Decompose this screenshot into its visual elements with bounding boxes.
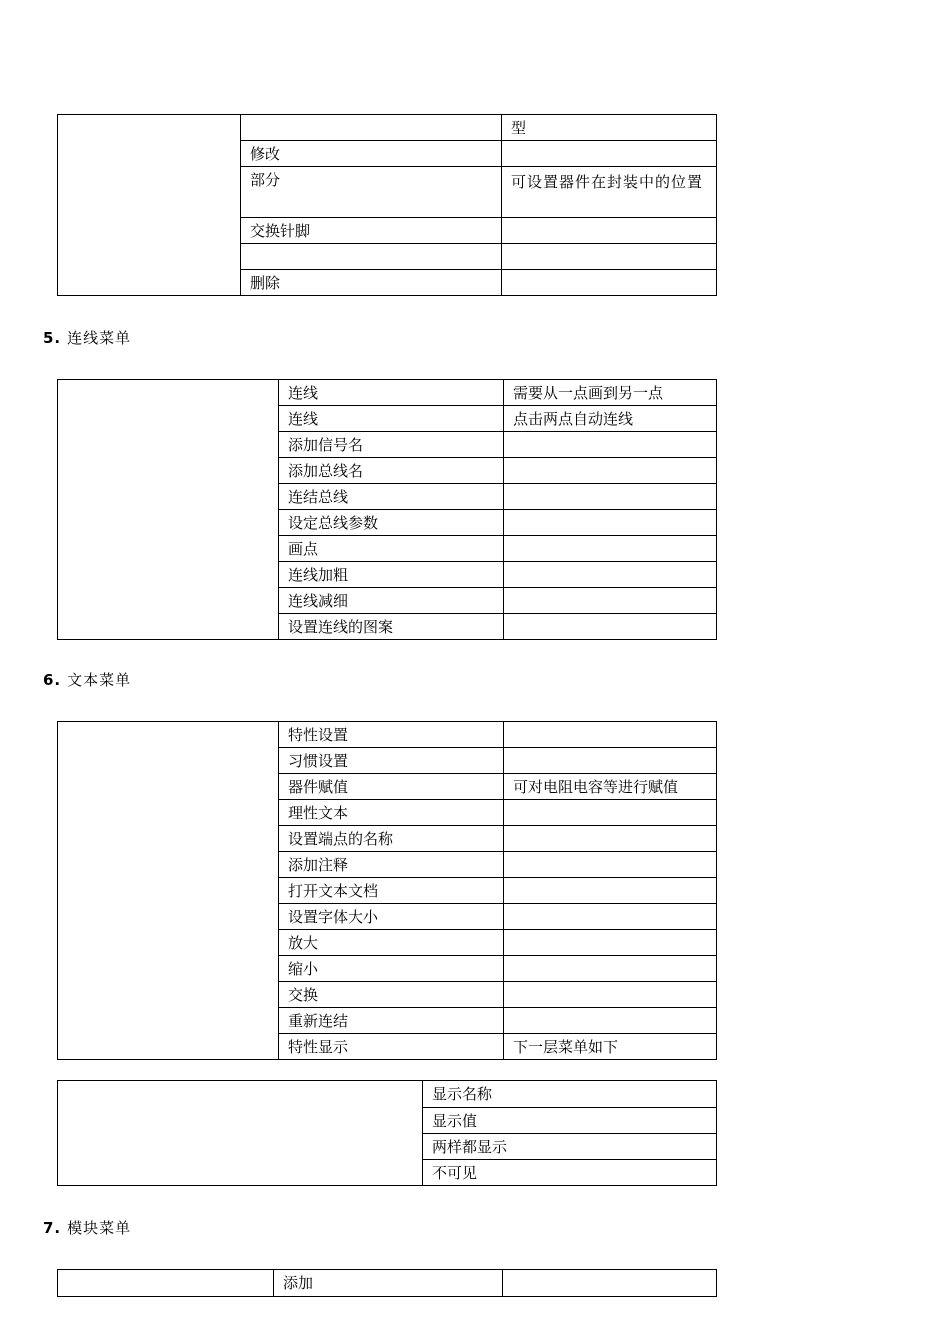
wire-menu-table: [57, 379, 717, 640]
note-cell: [504, 614, 717, 640]
part-menu-table: [57, 114, 717, 296]
note-cell: [504, 748, 717, 774]
section-number: 5.: [43, 329, 62, 347]
menu-item-cell: 删除: [241, 270, 502, 296]
note-cell: [503, 1270, 717, 1297]
menu-item-cell: 连线加粗: [279, 562, 504, 588]
note-cell: [504, 722, 717, 748]
note-cell: [504, 484, 717, 510]
text-menu-table: [57, 721, 717, 1060]
menu-item-cell: 交换: [279, 982, 504, 1008]
module-menu-table: [57, 1269, 717, 1297]
note-cell: [504, 800, 717, 826]
menu-item-cell: [241, 244, 502, 270]
note-cell: 点击两点自动连线: [504, 406, 717, 432]
note-cell: [502, 270, 717, 296]
menu-item-cell: 添加注释: [279, 852, 504, 878]
menu-item-cell: 连结总线: [279, 484, 504, 510]
section-6-heading: [43, 670, 131, 690]
menu-item-cell: 修改: [241, 141, 502, 167]
note-cell: [504, 432, 717, 458]
note-cell: [504, 536, 717, 562]
menu-item-cell: 放大: [279, 930, 504, 956]
note-cell: 可对电阻电容等进行赋值: [504, 774, 717, 800]
menu-item-cell: 添加信号名: [279, 432, 504, 458]
menu-item-cell: 习惯设置: [279, 748, 504, 774]
menu-item-cell: 理性文本: [279, 800, 504, 826]
note-cell: 型: [502, 115, 717, 141]
note-cell: [502, 218, 717, 244]
section-number: 6.: [43, 671, 62, 689]
section-number: 7.: [43, 1219, 62, 1237]
note-cell: [502, 244, 717, 270]
note-cell: [504, 458, 717, 484]
submenu-item-cell: 不可见: [423, 1160, 717, 1186]
note-cell: 可设置器件在封装中的位置: [502, 167, 717, 218]
menu-item-cell: 部分: [241, 167, 502, 218]
menu-name-cell: [58, 115, 241, 296]
submenu-item-cell: 显示值: [423, 1108, 717, 1134]
submenu-item-cell: 两样都显示: [423, 1134, 717, 1160]
submenu-name-cell: [58, 1081, 423, 1186]
note-cell: [504, 904, 717, 930]
section-5-heading: [43, 328, 131, 348]
section-7-heading: [43, 1218, 131, 1238]
note-cell: [504, 1008, 717, 1034]
menu-item-cell: 交换针脚: [241, 218, 502, 244]
menu-item-cell: 设置端点的名称: [279, 826, 504, 852]
menu-item-cell: 设定总线参数: [279, 510, 504, 536]
note-cell: [504, 930, 717, 956]
menu-item-cell: 特性设置: [279, 722, 504, 748]
note-cell: [504, 562, 717, 588]
menu-item-cell: 设置连线的图案: [279, 614, 504, 640]
note-cell: [504, 510, 717, 536]
menu-item-cell: [241, 115, 502, 141]
menu-item-cell: 打开文本文档: [279, 878, 504, 904]
menu-item-cell: 画点: [279, 536, 504, 562]
menu-item-cell: 特性显示: [279, 1034, 504, 1060]
submenu-item-cell: 显示名称: [423, 1081, 717, 1108]
menu-item-cell: 缩小: [279, 956, 504, 982]
menu-item-cell: 连线: [279, 380, 504, 406]
menu-item-cell: 器件赋值: [279, 774, 504, 800]
section-title: 模块菜单: [67, 1219, 132, 1237]
section-title: 文本菜单: [67, 671, 132, 689]
menu-item-cell: 重新连结: [279, 1008, 504, 1034]
menu-name-cell: [58, 1270, 274, 1297]
note-cell: [504, 956, 717, 982]
note-cell: [504, 826, 717, 852]
menu-name-cell: [58, 380, 279, 640]
menu-item-cell: 添加总线名: [279, 458, 504, 484]
display-submenu-table: [57, 1080, 717, 1186]
note-cell: 下一层菜单如下: [504, 1034, 717, 1060]
note-cell: [504, 982, 717, 1008]
note-cell: [502, 141, 717, 167]
menu-item-cell: 设置字体大小: [279, 904, 504, 930]
menu-item-cell: 添加: [274, 1270, 503, 1297]
note-cell: [504, 878, 717, 904]
note-cell: 需要从一点画到另一点: [504, 380, 717, 406]
menu-name-cell: [58, 722, 279, 1060]
section-title: 连线菜单: [67, 329, 132, 347]
menu-item-cell: 连线减细: [279, 588, 504, 614]
menu-item-cell: 连线: [279, 406, 504, 432]
note-cell: [504, 852, 717, 878]
note-cell: [504, 588, 717, 614]
